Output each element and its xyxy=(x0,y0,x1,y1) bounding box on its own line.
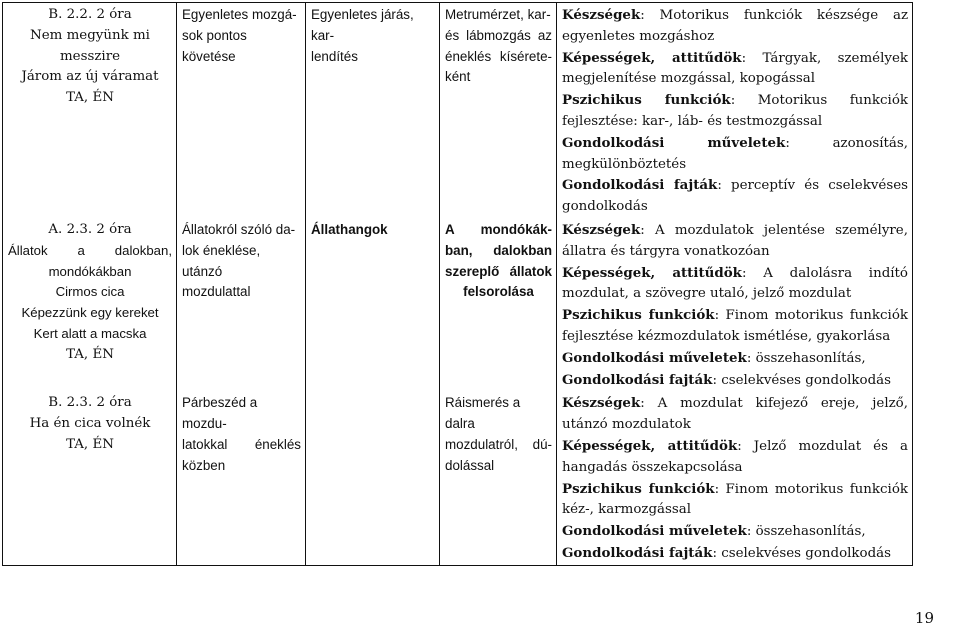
song-title: Cirmos cica xyxy=(55,284,125,300)
activity-text: sok pontos követése xyxy=(182,27,247,64)
competency-item xyxy=(562,5,908,48)
competency-item xyxy=(562,393,908,436)
competency-item xyxy=(562,305,908,348)
competency-item xyxy=(562,543,908,565)
competency-item xyxy=(562,175,908,218)
lesson-topic-cell xyxy=(3,3,177,218)
page-number: 19 xyxy=(914,609,934,627)
competency-label: Gondolkodási műveletek xyxy=(562,523,747,540)
competency-text: : A mozdulat kifejező ereje, jelző, utánzó mozdulatok xyxy=(562,396,908,433)
goal-text: ként xyxy=(445,69,471,85)
competency-item xyxy=(562,220,908,263)
lesson-code: A. 2.3. 2 óra xyxy=(48,221,132,237)
competency-text: : összehasonlítás, xyxy=(746,524,866,540)
competency-item xyxy=(562,90,908,133)
competency-item xyxy=(562,133,908,176)
exercise-text: Állathangok xyxy=(311,221,388,237)
competency-text: : Finom motorikus funkciók fejlesztése kézmozdulatok ismétlése, gyakorlása xyxy=(562,308,909,344)
table-row xyxy=(3,218,913,391)
goal-text: mozdulatról, dú- xyxy=(445,436,552,452)
competency-text: : A dalolásra indító mozdulat, a szövegre utaló, jelző mozdulat xyxy=(562,265,908,302)
lesson-topic-cell xyxy=(3,391,177,565)
table-row xyxy=(3,391,913,565)
lesson-title: mondókákban xyxy=(48,263,132,279)
competency-item xyxy=(562,263,908,306)
goal-cell xyxy=(440,3,557,218)
competency-label: Pszichikus funkciók xyxy=(562,480,715,497)
goal-text: Metrumérzet, kar- xyxy=(445,7,551,22)
lesson-topic-cell xyxy=(3,218,177,391)
competency-cell xyxy=(557,3,913,218)
competency-cell xyxy=(557,391,913,565)
competency-text: : Jelző mozdulat és a hangadás összekapcsolása xyxy=(562,438,908,475)
activity-cell xyxy=(177,3,306,218)
competency-label: Gondolkodási műveletek xyxy=(562,349,747,366)
table-row xyxy=(3,3,913,218)
song-title: Képezzünk egy kereket xyxy=(21,305,159,321)
lesson-code: B. 2.3. 2 óra xyxy=(48,395,132,411)
competency-text: : Finom motorikus funkciók kéz-, karmozgással xyxy=(562,481,909,518)
competency-label: Gondolkodási fajták xyxy=(562,544,713,561)
activity-text: latokkal éneklés xyxy=(182,436,301,452)
exercise-text: Egyenletes járás, kar- xyxy=(311,7,414,43)
activity-text: lok éneklése, utánzó xyxy=(182,242,261,279)
competency-label: Pszichikus funkciók xyxy=(562,92,731,109)
competency-cell xyxy=(557,218,913,391)
activity-text: Egyenletes mozgá- xyxy=(182,7,297,22)
goal-cell xyxy=(440,391,557,565)
activity-text: közben xyxy=(182,457,226,473)
goal-text: éneklés kísérete- xyxy=(445,48,552,64)
competency-text: : Tárgyak, személyek megjelenítése mozgással, kopogással xyxy=(562,50,908,87)
competency-label: Készségek xyxy=(562,395,641,412)
competency-item xyxy=(562,436,908,479)
competency-label: Készségek xyxy=(562,221,641,238)
goal-text: Ráismerés a dalra xyxy=(445,395,521,432)
goal-text: dolással xyxy=(445,457,495,473)
lesson-tags: TA, ÉN xyxy=(66,90,114,106)
goal-text: felsorolása xyxy=(463,284,534,300)
competency-text: : összehasonlítás, xyxy=(746,350,866,366)
lesson-code: B. 2.2. 2 óra xyxy=(48,7,132,22)
goal-text: szereplő állatok xyxy=(445,263,552,279)
goal-text: ban, dalokban xyxy=(445,242,552,258)
lesson-title: Járom az új váramat xyxy=(21,69,159,85)
competency-label: Képességek, attitűdök xyxy=(562,49,742,66)
competency-item xyxy=(562,521,908,543)
exercise-text: lendítés xyxy=(311,48,358,64)
exercise-cell xyxy=(306,391,440,565)
lesson-title: Állatok a dalokban, xyxy=(8,242,172,258)
competency-label: Készségek xyxy=(562,7,641,23)
exercise-cell xyxy=(306,3,440,218)
competency-label: Pszichikus funkciók xyxy=(562,307,715,324)
activity-cell xyxy=(177,391,306,565)
competency-item xyxy=(562,348,908,370)
competency-text: : cselekvéses gondolkodás xyxy=(712,545,892,561)
goal-cell xyxy=(440,218,557,391)
song-title: Kert alatt a macska xyxy=(33,325,147,341)
lesson-tags: TA, ÉN xyxy=(66,346,114,362)
competency-label: Gondolkodási műveletek xyxy=(562,134,786,151)
lesson-plan-table xyxy=(2,2,913,566)
competency-text: : Motorikus funkciók készsége az egyenletes mozgáshoz xyxy=(562,8,908,44)
lesson-title: Nem megyünk mi messzire xyxy=(30,27,150,64)
goal-text: és lábmozgás az xyxy=(445,27,552,43)
activity-cell xyxy=(177,218,306,391)
competency-item xyxy=(562,370,908,392)
goal-text: A mondókák- xyxy=(445,221,552,237)
activity-text: Párbeszéd a mozdu- xyxy=(182,395,258,432)
competency-text: : A mozdulatok jelentése személyre, állatra és tárgyra vonatkozóan xyxy=(562,222,908,259)
competency-label: Képességek, attitűdök xyxy=(562,437,738,454)
activity-text: Állatokról szóló da- xyxy=(182,221,296,237)
competency-label: Gondolkodási fajták xyxy=(562,371,713,388)
lesson-title: Ha én cica volnék xyxy=(29,416,151,432)
competency-text: : perceptív és cselekvéses gondolkodás xyxy=(562,178,908,215)
exercise-cell xyxy=(306,218,440,391)
competency-item xyxy=(562,48,908,91)
competency-text: : Motorikus funkciók fejlesztése: kar-, láb- és testmozgással xyxy=(562,93,909,129)
competency-item xyxy=(562,479,908,522)
competency-label: Gondolkodási fajták xyxy=(562,177,718,194)
competency-text: : cselekvéses gondolkodás xyxy=(712,372,892,388)
competency-text: : azonosítás, megkülönböztetés xyxy=(562,135,908,172)
competency-label: Képességek, attitűdök xyxy=(562,264,742,281)
lesson-tags: TA, ÉN xyxy=(66,436,114,452)
activity-text: mozdulattal xyxy=(182,284,251,300)
